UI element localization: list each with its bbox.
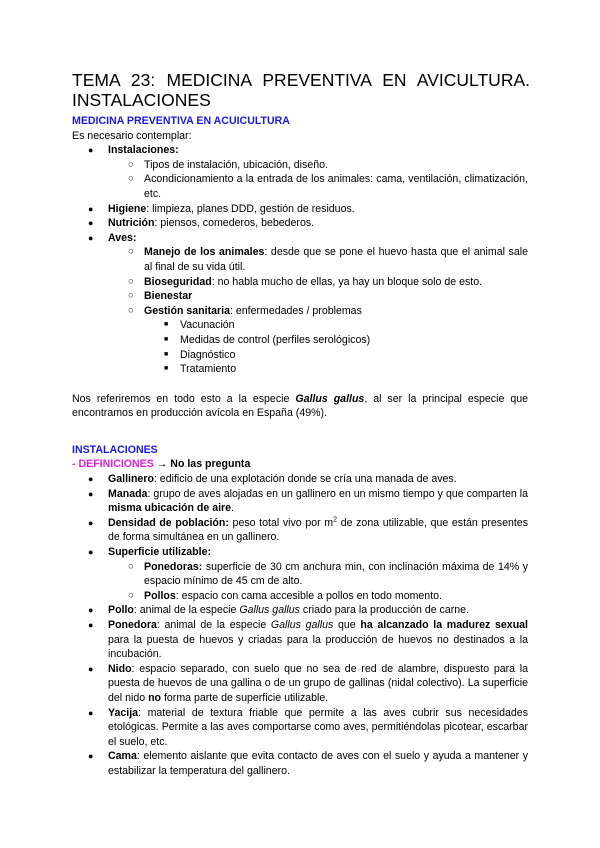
list-item-bioseguridad: ○ Bioseguridad: no habla mucho de ellas, ya hay un bloque solo de esto. (72, 275, 528, 290)
def-yacija: ● Yacija: material de textura friable que permite a las aves cubrir sus necesidades etológicas. Permite a las aves comportarse como aves, permitiéndolas picotear, escarbar el suelo, etc. (72, 706, 528, 750)
def-ponedora: ● Ponedora: animal de la especie Gallus gallus que ha alcanzado la madurez sexual para la puesta de huevos y criadas para la producción de huevos no destinados a la incubación. (72, 618, 528, 662)
list-item-manejo: ○ Manejo de los animales: desde que se pone el huevo hasta que el animal sale al final de su vida útil. (72, 245, 528, 274)
section-heading-medicina: MEDICINA PREVENTIVA EN ACUICULTURA (72, 115, 290, 127)
list-item: ○ Acondicionamiento a la entrada de los animales: cama, ventilación, climatización, etc. (72, 172, 528, 201)
list-item-instalaciones: ● Instalaciones: (72, 143, 528, 158)
list-item-higiene: ● Higiene: limpieza, planes DDD, gestión de residuos. (72, 202, 528, 217)
def-pollo: ● Pollo: animal de la especie Gallus gallus criado para la producción de carne. (72, 603, 528, 618)
document-body (72, 114, 528, 779)
species-paragraph: Nos referiremos en todo esto a la especie Gallus gallus, al ser la principal especie que encontramos en producción avícola en España (49%). (72, 392, 529, 420)
list-item: ■ Diagnóstico (72, 348, 528, 363)
def-densidad: ● Densidad de población: peso total vivo por $m^2$ de zona utilizable, que están presentes de forma simultánea en un gallinero. (72, 516, 528, 545)
def-gallinero: ● Gallinero: edificio de una explotación donde se cría una manada de aves. (72, 472, 528, 487)
def-manada: ● Manada: grupo de aves alojadas en un gallinero en un mismo tiempo y que comparten la misma ubicación de aire. (72, 487, 528, 516)
list-item-gestion-sanitaria: ○ Gestión sanitaria: enfermedades / problemas (72, 304, 528, 319)
definiciones-list (72, 472, 528, 778)
list-item-nutricion: ● Nutrición: piensos, comederos, bebederos. (72, 216, 528, 231)
list-item-aves: ● Aves: (72, 231, 528, 246)
def-ponedoras: ○ Ponedoras: superficie de 30 cm anchura min, con inclinación máxima de 14% y espacio mínimo de 45 cm de alto. (72, 560, 528, 589)
definiciones-heading: - DEFINICIONES → No las pregunta (72, 458, 251, 471)
section-heading-instalaciones: INSTALACIONES (72, 443, 158, 456)
list-item: ○ Tipos de instalación, ubicación, diseño. (72, 158, 528, 173)
intro-text: Es necesario contemplar: (72, 129, 192, 142)
def-pollos: ○ Pollos: espacio con cama accesible a pollos en todo momento. (72, 589, 528, 604)
def-nido: ● Nido: espacio separado, con suelo que no sea de red de alambre, dispuesto para la puesta de huevos de una gallina o de un grupo de gallinas (nidal colectivo). La superficie del nido no forma parte de superficie utilizable. (72, 662, 528, 706)
page-title: TEMA 23: MEDICINA PREVENTIVA EN AVICULTURA. INSTALACIONES (72, 70, 530, 110)
contemplar-list (72, 143, 528, 377)
def-cama: ● Cama: elemento aislante que evita contacto de aves con el suelo y ayuda a mantener y estabilizar la temperatura del gallinero. (72, 749, 528, 778)
list-item: ■ Vacunación (72, 318, 528, 333)
list-item: ■ Medidas de control (perfiles serológicos) (72, 333, 528, 348)
list-item: ■ Tratamiento (72, 362, 528, 377)
def-superficie: ● Superficie utilizable: (72, 545, 528, 560)
list-item-bienestar: ○ Bienestar (72, 289, 528, 304)
